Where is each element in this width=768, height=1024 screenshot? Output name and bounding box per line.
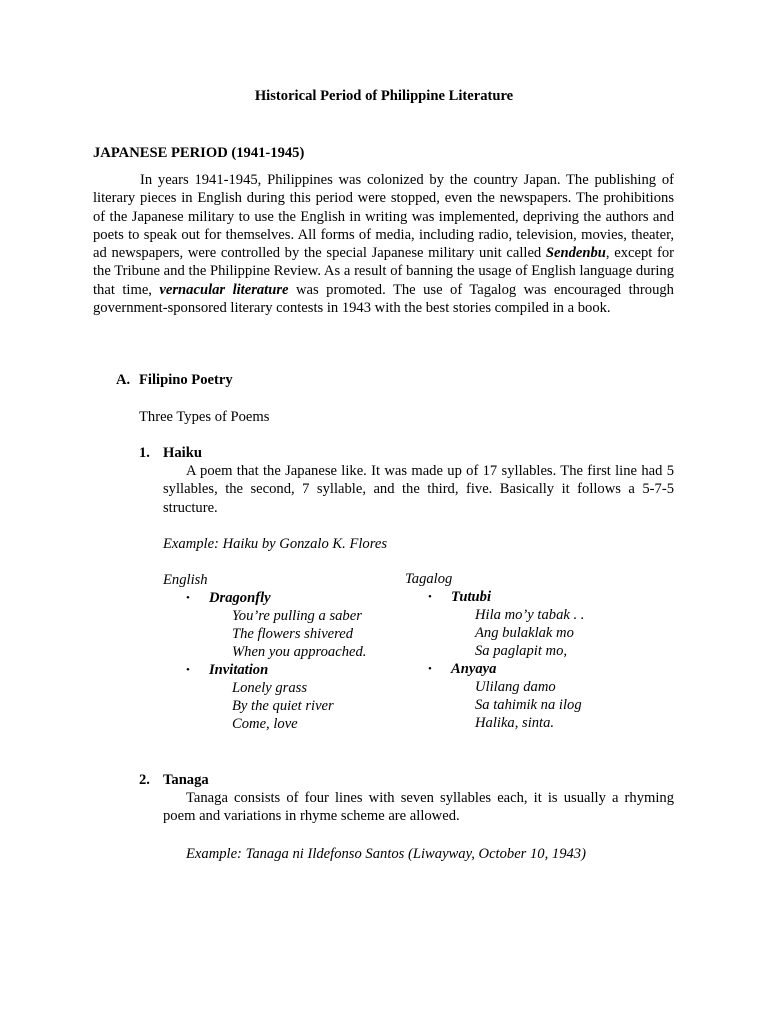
english-column-label: English bbox=[163, 572, 208, 588]
poem-line: Hila mo’y tabak . . bbox=[475, 607, 585, 623]
haiku-example-caption: Example: Haiku by Gonzalo K. Flores bbox=[163, 536, 388, 552]
haiku-heading: Haiku bbox=[163, 445, 202, 461]
poem-line: Ulilang damo bbox=[475, 679, 556, 695]
poem-line: You’re pulling a saber bbox=[232, 608, 362, 624]
haiku-number: 1. bbox=[139, 445, 150, 461]
haiku-description bbox=[163, 462, 674, 517]
poem-title-anyaya: Anyaya bbox=[451, 661, 497, 677]
tanaga-number: 2. bbox=[139, 772, 150, 788]
term-sendenbu: Sendenbu bbox=[545, 245, 606, 262]
poem-types-label: Three Types of Poems bbox=[139, 409, 270, 425]
bullet-icon: • bbox=[428, 591, 432, 603]
haiku-description-text: A poem that the Japanese like. It was made up of 17 syllables. The first line had 5 syllables, the second, 7 syllable, and the third, five. Basically it follows a 5-7-5 structure. bbox=[163, 463, 674, 516]
poem-title-tutubi: Tutubi bbox=[451, 589, 492, 605]
tanaga-heading: Tanaga bbox=[163, 772, 209, 788]
poem-line: When you approached. bbox=[232, 644, 367, 660]
poem-line: The flowers shivered bbox=[232, 626, 354, 642]
poem-title-dragonfly: Dragonfly bbox=[209, 590, 271, 606]
poem-line: Sa paglapit mo, bbox=[475, 643, 568, 659]
bullet-icon: • bbox=[428, 663, 432, 675]
bullet-icon: • bbox=[186, 664, 190, 676]
tanaga-example-caption: Example: Tanaga ni Ildefonso Santos (Liwayway, October 10, 1943) bbox=[186, 846, 586, 862]
tanaga-description-text: Tanaga consists of four lines with seven syllables each, it is usually a rhyming poem and variations in rhyme scheme are allowed. bbox=[163, 790, 674, 825]
bullet-icon: • bbox=[186, 592, 190, 604]
poem-line: Halika, sinta. bbox=[475, 715, 555, 731]
poem-line: Ang bulaklak mo bbox=[475, 625, 574, 641]
poem-line: Lonely grass bbox=[232, 680, 307, 696]
poem-line: By the quiet river bbox=[232, 698, 334, 714]
term-vernacular-literature: vernacular literature bbox=[159, 281, 289, 298]
poem-title-invitation: Invitation bbox=[209, 662, 269, 678]
document-title: Historical Period of Philippine Literature bbox=[254, 88, 514, 104]
intro-paragraph bbox=[93, 171, 674, 317]
section-heading: JAPANESE PERIOD (1941-1945) bbox=[93, 145, 305, 161]
intro-text-2: , except for the Tribune and the Philippine Review. As a result of banning the usage of English language during that time, bbox=[93, 245, 674, 298]
poem-line: Sa tahimik na ilog bbox=[475, 697, 582, 713]
intro-text-1: In years 1941-1945, Philippines was colonized by the country Japan. The publishing of literary pieces in English during this period were stopped, even the newspapers. The prohibitions of the Japanese military to use the English in writing was implemented, depriving the authors and poets to speak out for themselves. All forms of media, including radio, television, movies, theater, ad newspapers, were controlled by the special Japanese military unit called bbox=[93, 172, 674, 262]
intro-text-3: was promoted. The use of Tagalog was encouraged through government-sponsored literary contests in 1943 with the best stories compiled in a book. bbox=[93, 281, 674, 317]
poem-line: Come, love bbox=[232, 716, 298, 732]
tanaga-description bbox=[163, 789, 674, 826]
subsection-heading: Filipino Poetry bbox=[139, 372, 233, 388]
tagalog-column-label: Tagalog bbox=[405, 571, 453, 587]
subsection-letter: A. bbox=[116, 372, 131, 388]
